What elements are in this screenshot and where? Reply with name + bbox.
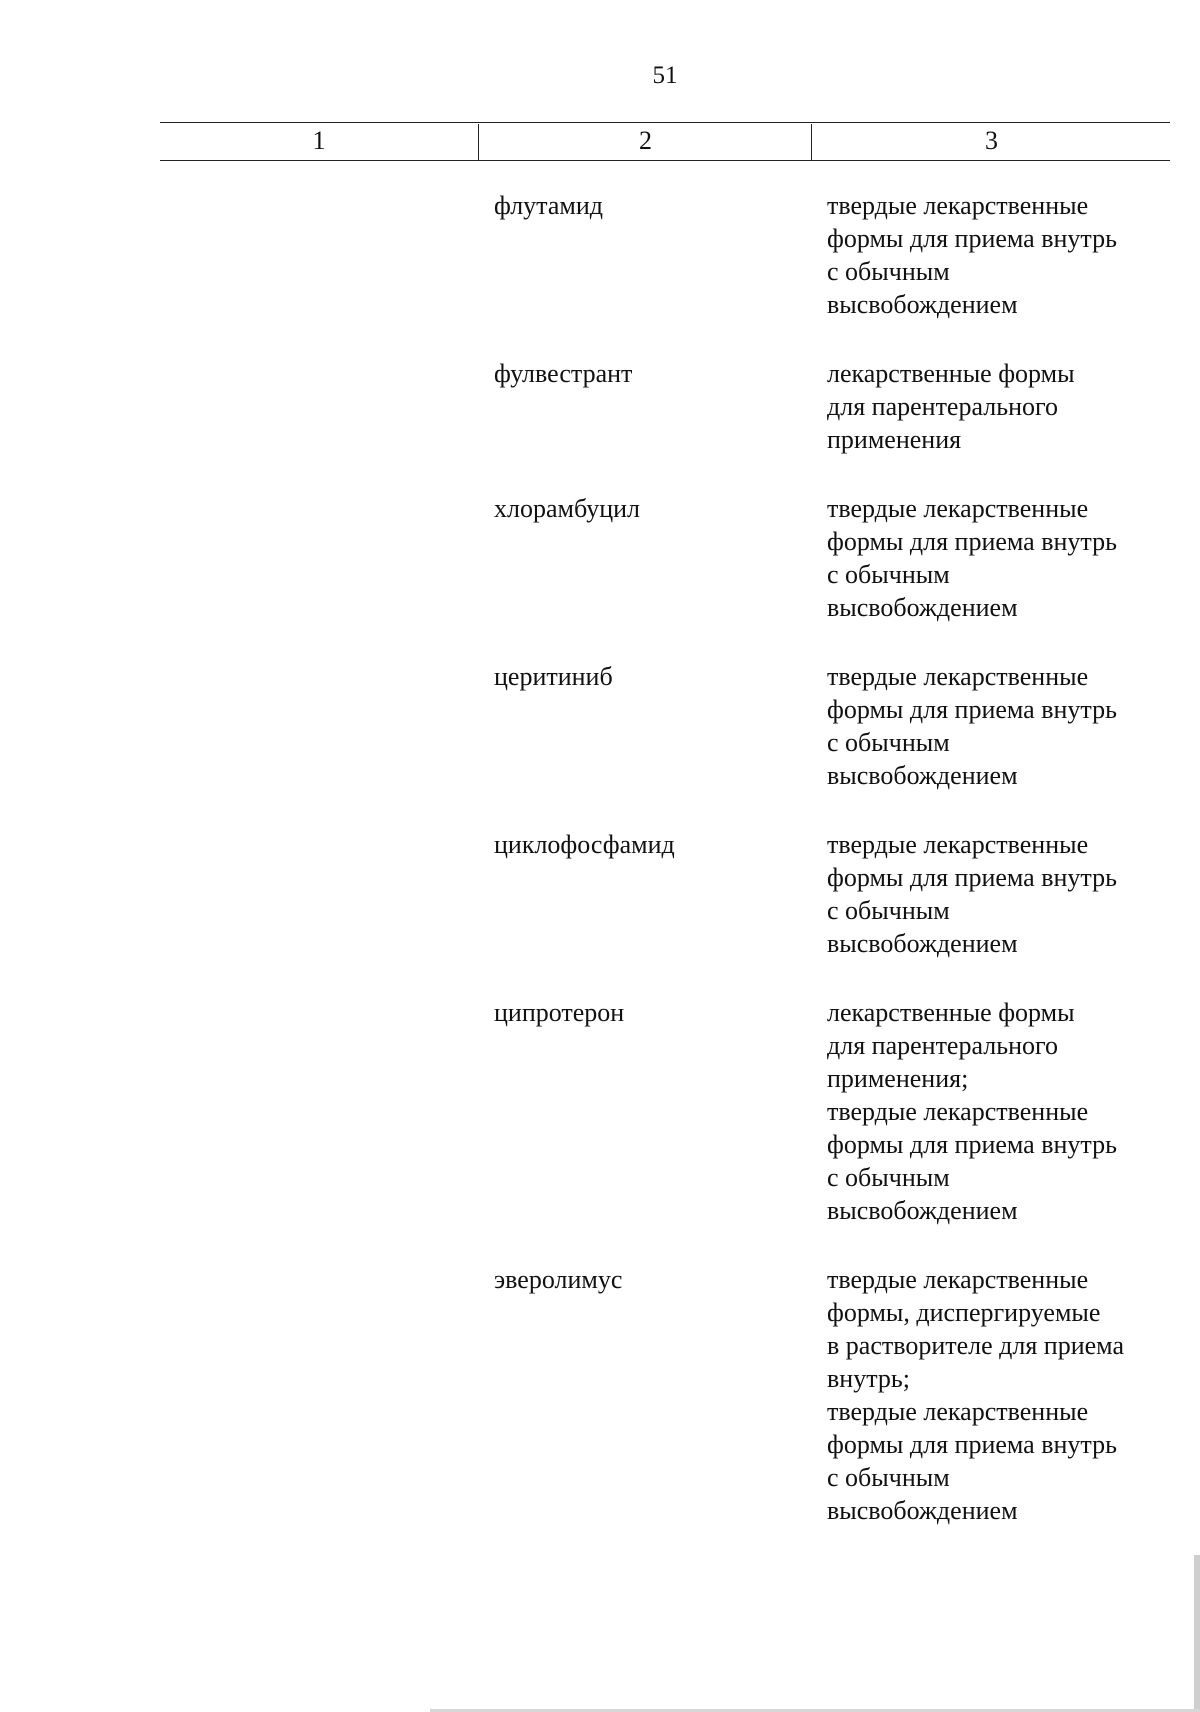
table-row — [0, 492, 1200, 624]
dosage-form-line: высвобождением — [827, 1496, 1018, 1525]
dosage-form-line: твердые лекарственные — [827, 494, 1089, 523]
dosage-form-line: с обычным — [827, 896, 950, 925]
page-number: 51 — [652, 62, 678, 89]
dosage-forms — [827, 996, 1167, 1227]
dosage-form-line: для парентерального — [827, 392, 1059, 421]
dosage-form-line: формы для приема внутрь — [827, 1130, 1117, 1159]
drug-name: хлорамбуцил — [494, 494, 641, 523]
dosage-form-line: высвобождением — [827, 761, 1018, 790]
table-header-rule — [160, 160, 1170, 161]
dosage-form-line: формы для приема внутрь — [827, 1430, 1117, 1459]
dosage-form-line: с обычным — [827, 1463, 950, 1492]
drug-name: фулвестрант — [494, 359, 633, 388]
column-number-3: 3 — [985, 126, 998, 155]
drug-name: церитиниб — [494, 662, 613, 691]
dosage-form-line: с обычным — [827, 560, 950, 589]
dosage-form-line: высвобождением — [827, 929, 1018, 958]
table-row — [0, 828, 1200, 960]
dosage-form-line: формы, диспергируемые — [827, 1298, 1101, 1327]
column-number-1: 1 — [312, 126, 326, 155]
table-row — [0, 996, 1200, 1227]
dosage-form-line: твердые лекарственные — [827, 1097, 1089, 1126]
scan-edge-mark — [1194, 1555, 1200, 1712]
dosage-form-line: твердые лекарственные — [827, 191, 1089, 220]
dosage-form-line: в растворителе для приема — [827, 1331, 1124, 1360]
table-top-rule — [160, 122, 1170, 123]
dosage-forms — [827, 357, 1167, 456]
dosage-form-line: формы для приема внутрь — [827, 224, 1117, 253]
dosage-form-line: лекарственные формы — [827, 359, 1075, 388]
drug-list — [0, 189, 1200, 1563]
dosage-forms — [827, 660, 1167, 792]
dosage-forms — [827, 828, 1167, 960]
drug-name: ципротерон — [494, 998, 625, 1027]
dosage-form-line: твердые лекарственные — [827, 1397, 1089, 1426]
dosage-form-line: формы для приема внутрь — [827, 695, 1117, 724]
dosage-form-line: высвобождением — [827, 1196, 1018, 1225]
dosage-form-line: применения — [827, 425, 962, 454]
dosage-form-line: с обычным — [827, 257, 950, 286]
dosage-form-line: применения; — [827, 1064, 969, 1093]
dosage-form-line: лекарственные формы — [827, 998, 1075, 1027]
dosage-form-line: твердые лекарственные — [827, 662, 1089, 691]
dosage-form-line: для парентерального — [827, 1031, 1059, 1060]
table-row — [0, 189, 1200, 321]
column-divider-2 — [811, 124, 812, 160]
drug-name: флутамид — [494, 191, 603, 220]
column-divider-1 — [478, 124, 479, 160]
table-row — [0, 1263, 1200, 1527]
drug-name: эверолимус — [494, 1265, 623, 1294]
dosage-form-line: высвобождением — [827, 290, 1018, 319]
column-number-2: 2 — [639, 126, 652, 155]
table-row — [0, 357, 1200, 456]
dosage-form-line: высвобождением — [827, 593, 1018, 622]
dosage-form-line: твердые лекарственные — [827, 1265, 1089, 1294]
dosage-form-line: формы для приема внутрь — [827, 863, 1117, 892]
table-row — [0, 660, 1200, 792]
dosage-form-line: с обычным — [827, 1163, 950, 1192]
dosage-forms — [827, 189, 1167, 321]
dosage-forms — [827, 1263, 1167, 1527]
dosage-form-line: формы для приема внутрь — [827, 527, 1117, 556]
dosage-form-line: твердые лекарственные — [827, 830, 1089, 859]
dosage-forms — [827, 492, 1167, 624]
dosage-form-line: внутрь; — [827, 1364, 910, 1393]
dosage-form-line: с обычным — [827, 728, 950, 757]
drug-name: циклофосфамид — [494, 830, 675, 859]
